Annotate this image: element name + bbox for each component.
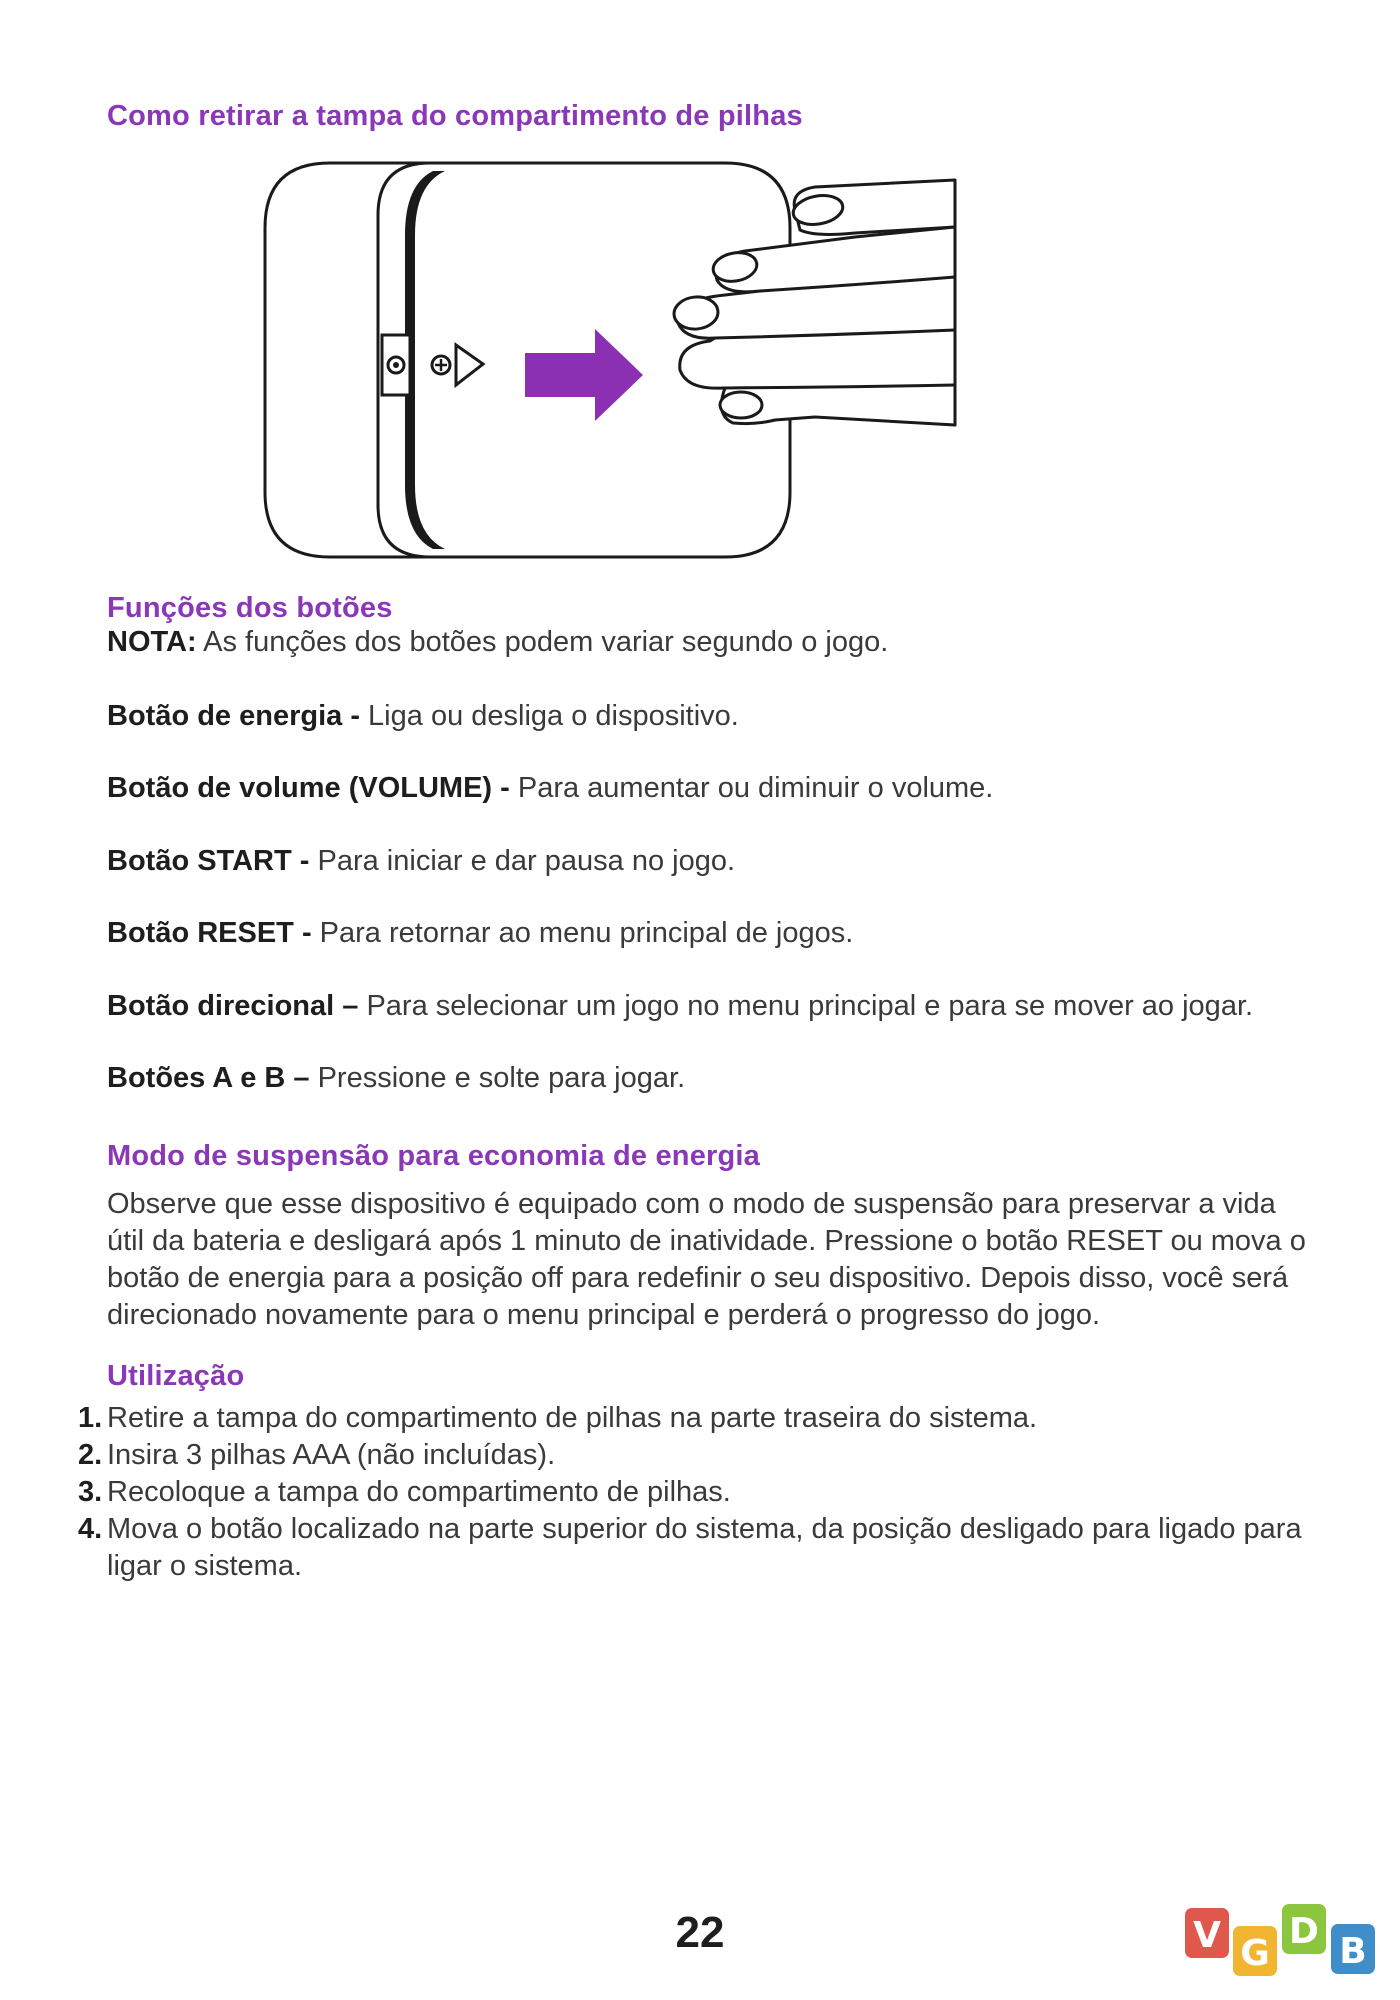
step-text: Mova o botão localizado na parte superior do sistema, da posição desligado para ligado para ligar o sistema. — [107, 1513, 1302, 1582]
logo-letter: G — [1240, 1933, 1270, 1974]
button-description: Para iniciar e dar pausa no jogo. — [309, 845, 736, 877]
button-label: Botão direcional – — [107, 990, 359, 1022]
step-number: 2. — [78, 1439, 103, 1471]
button-label: Botões A e B – — [107, 1062, 310, 1094]
sleep-mode-text: Observe que esse dispositivo é equipado com o modo de suspensão para preservar a vida útil da bateria e desligará após 1 minuto de inatividade. Pressione o botão RESET ou mova o botão de energia para a posição off para redefinir o seu dispositivo. Depois disso, você será direcionado novamente para o menu principal e perderá o progresso do jogo. — [107, 1188, 1306, 1331]
reset-button-description — [107, 915, 1307, 951]
cover-removal-heading: Como retirar a tampa do compartimento de pilhas — [107, 100, 803, 132]
button-label: Botão RESET - — [107, 917, 312, 949]
step-text: Recoloque a tampa do compartimento de pilhas. — [107, 1476, 731, 1508]
battery-cover-illustration — [255, 155, 1155, 575]
list-item — [78, 1511, 1308, 1585]
step-text: Retire a tampa do compartimento de pilhas na parte traseira do sistema. — [107, 1402, 1038, 1434]
volume-button-description — [107, 770, 1307, 806]
start-button-description — [107, 843, 1307, 879]
list-item — [78, 1400, 1308, 1437]
vgdb-logo — [1183, 1900, 1383, 1982]
button-functions-heading: Funções dos botões — [107, 592, 393, 624]
logo-letter: V — [1193, 1915, 1221, 1956]
dpad-button-description — [107, 988, 1307, 1024]
button-description: Liga ou desliga o dispositivo. — [360, 700, 739, 732]
step-number: 4. — [78, 1513, 103, 1545]
page-number: 22 — [675, 1908, 725, 1957]
button-label: Botão START - — [107, 845, 310, 877]
ab-buttons-description — [107, 1060, 1307, 1096]
button-description: Para aumentar ou diminuir o volume. — [509, 772, 994, 804]
usage-heading: Utilização — [107, 1360, 245, 1392]
button-label: Botão de energia - — [107, 700, 360, 732]
note-text — [107, 624, 1307, 660]
sleep-mode-heading: Modo de suspensão para economia de energia — [107, 1140, 761, 1172]
step-number: 3. — [78, 1476, 103, 1508]
usage-steps — [78, 1400, 1308, 1585]
button-label: Botão de volume (VOLUME) - — [107, 772, 510, 804]
note-body: As funções dos botões podem variar segundo o jogo. — [196, 626, 889, 658]
button-description: Pressione e solte para jogar. — [309, 1062, 686, 1094]
step-text: Insira 3 pilhas AAA (não incluídas). — [107, 1439, 556, 1471]
list-item — [78, 1437, 1308, 1474]
button-description: Para selecionar um jogo no menu principal e para se mover ao jogar. — [358, 990, 1254, 1022]
note-label: NOTA: — [107, 626, 197, 658]
list-item — [78, 1474, 1308, 1511]
button-description: Para retornar ao menu principal de jogos. — [311, 917, 854, 949]
step-number: 1. — [78, 1402, 103, 1434]
logo-letter: B — [1339, 1931, 1367, 1972]
power-button-description — [107, 698, 1307, 734]
logo-letter: D — [1289, 1911, 1319, 1952]
